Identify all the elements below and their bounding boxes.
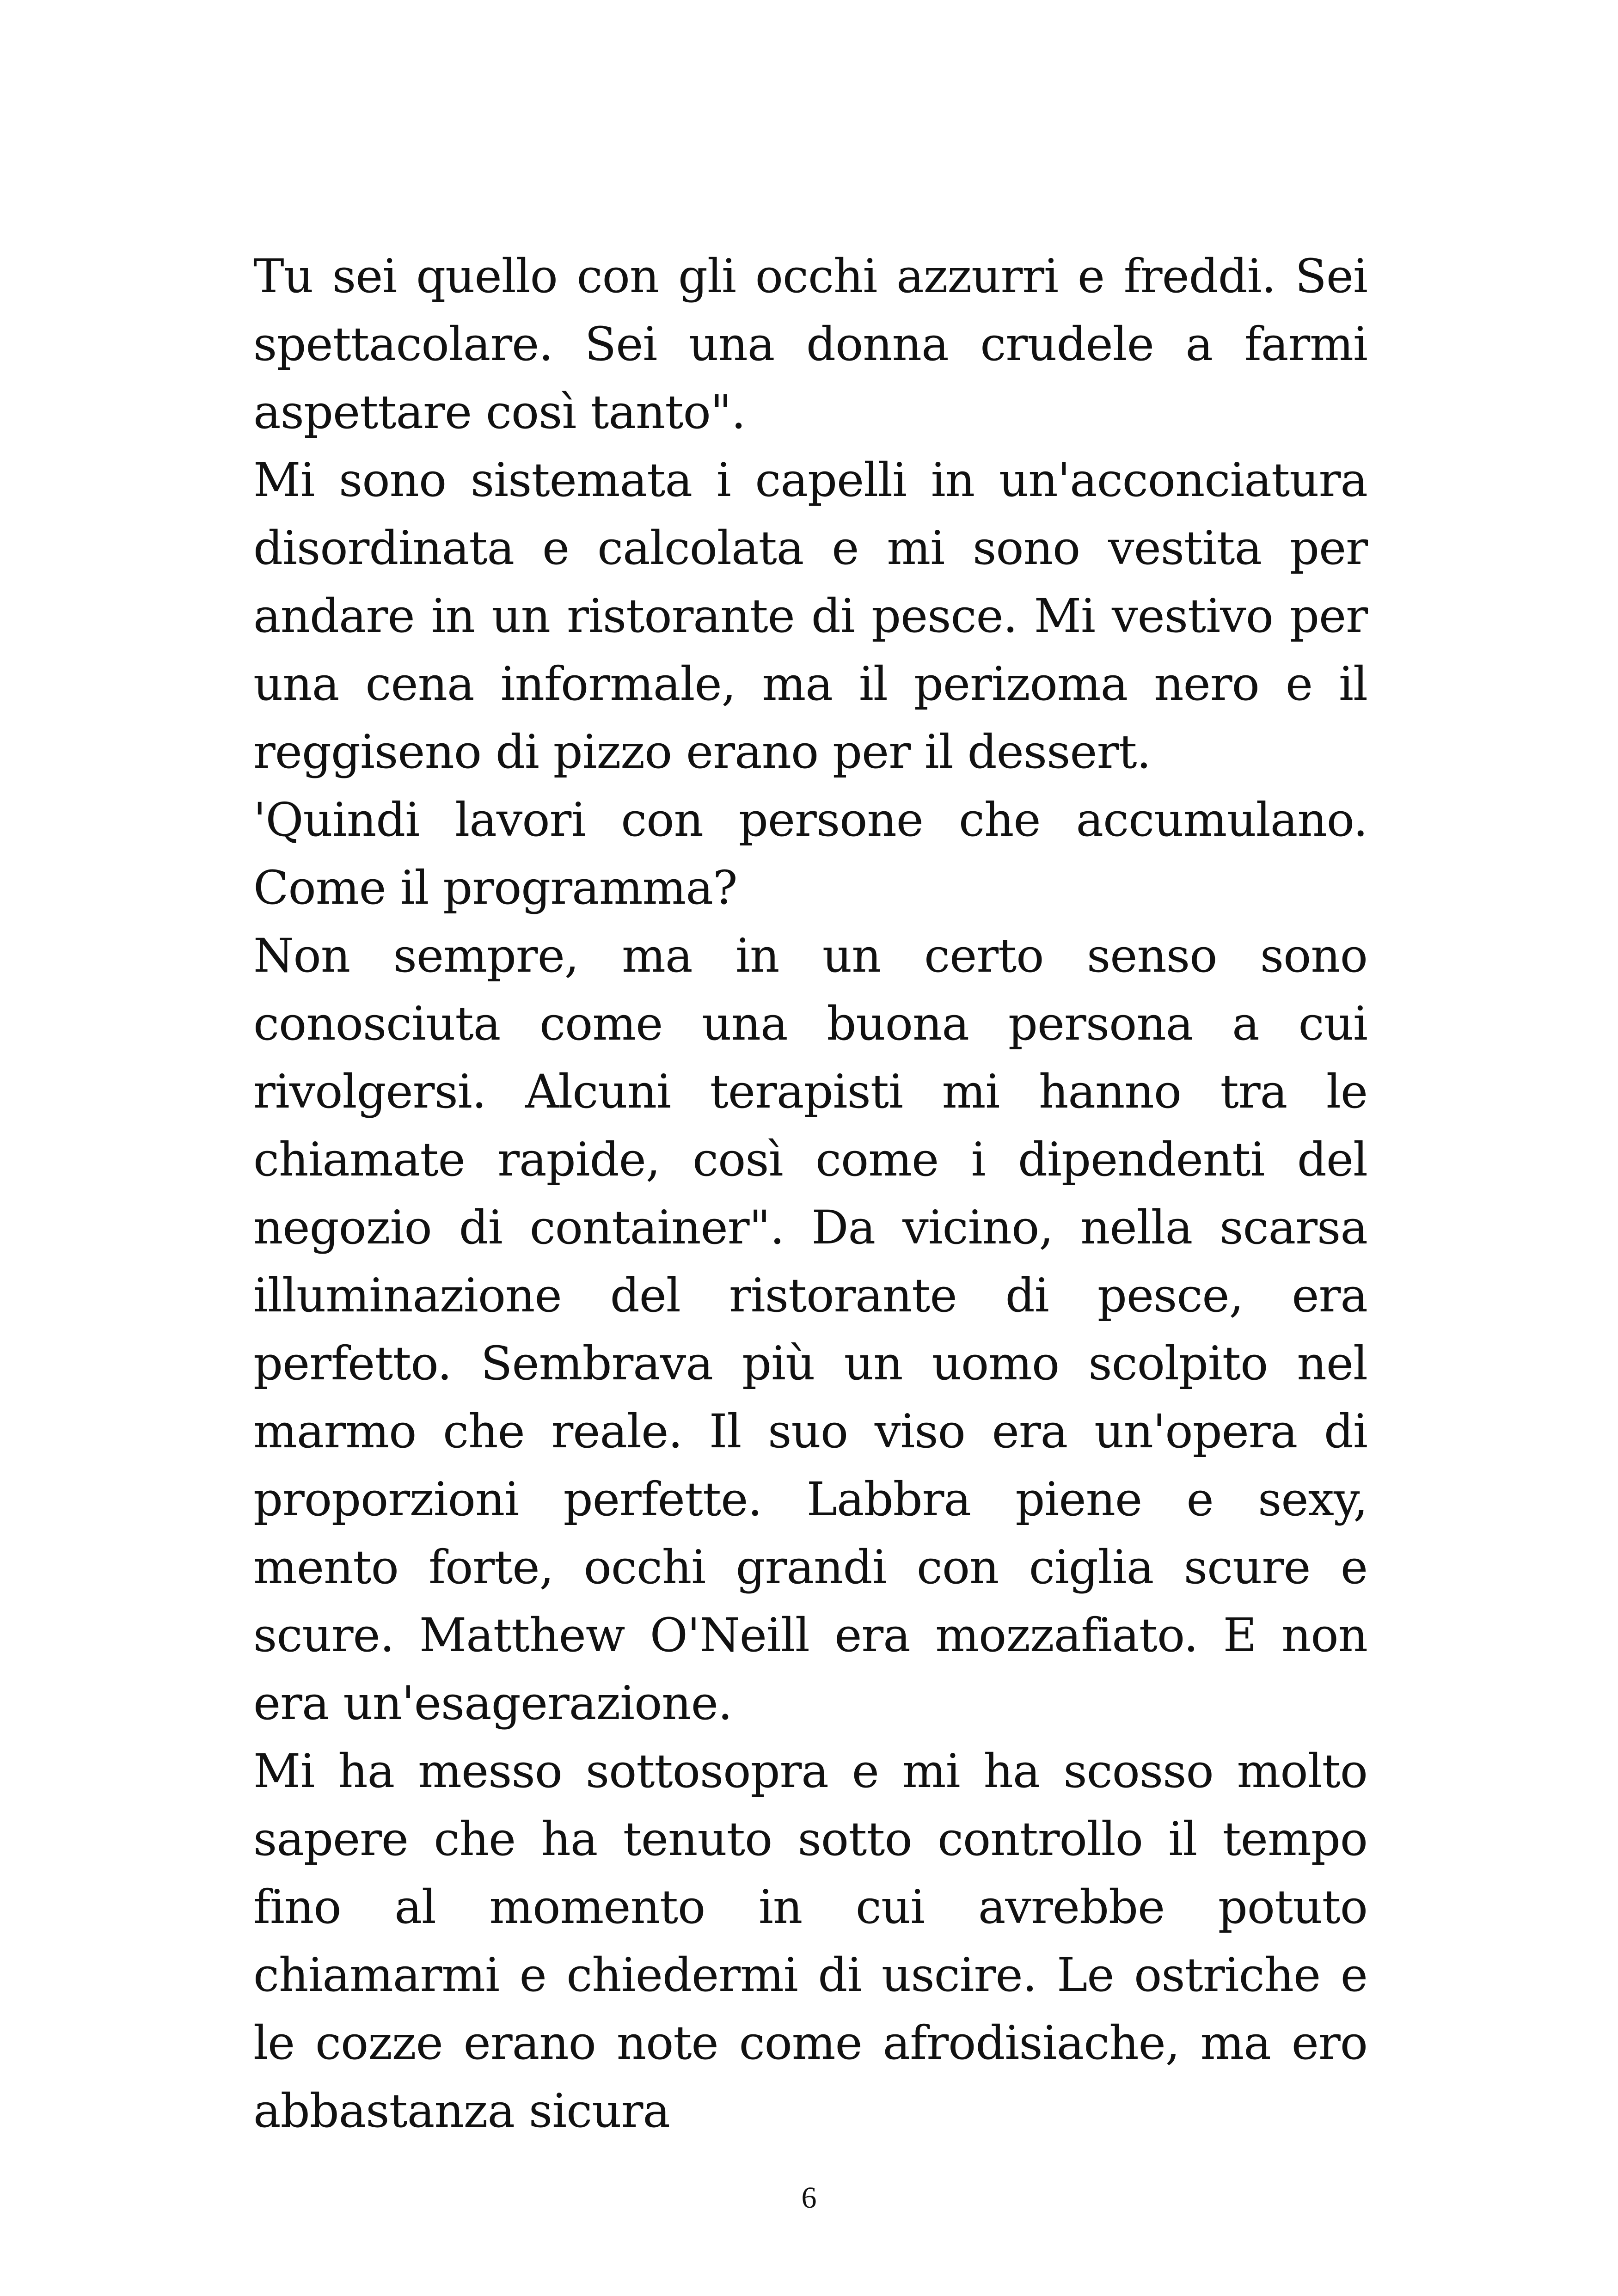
body-text	[253, 242, 1367, 2145]
paragraph-3: 'Quindi lavori con persone che accumulano. Come il programma?	[253, 793, 1367, 915]
paragraph-4: Non sempre, ma in un certo senso sono conosciuta come una buona persona a cui rivolgersi. Alcuni terapisti mi hanno tra le chiamate rapide, così come i dipendenti del negozio di container". Da vicino, nella scarsa illuminazione del ristorante di pesce, era perfetto. Sembrava più un uomo scolpito nel marmo che reale. Il suo viso era un'opera di proporzioni perfette. Labbra piene e sexy, mento forte, occhi grandi con ciglia scure e scure. Matthew O'Neill era mozzafiato. E non era un'esagerazione.	[253, 929, 1367, 1730]
paragraph-5: Mi ha messo sottosopra e mi ha scosso molto sapere che ha tenuto sotto controllo il tempo fino al momento in cui avrebbe potuto chiamarmi e chiedermi di uscire. Le ostriche e le cozze erano note come afrodisiache, ma ero abbastanza sicura	[253, 1744, 1367, 2138]
paragraph-1: Tu sei quello con gli occhi azzurri e freddi. Sei spettacolare. Sei una donna crudele a farmi aspettare così tanto".	[253, 249, 1367, 439]
page-number: 6	[801, 2181, 817, 2215]
paragraph-2: Mi sono sistemata i capelli in un'acconciatura disordinata e calcolata e mi sono vestita per andare in un ristorante di pesce. Mi vestivo per una cena informale, ma il perizoma nero e il reggiseno di pizzo erano per il dessert.	[253, 453, 1367, 779]
